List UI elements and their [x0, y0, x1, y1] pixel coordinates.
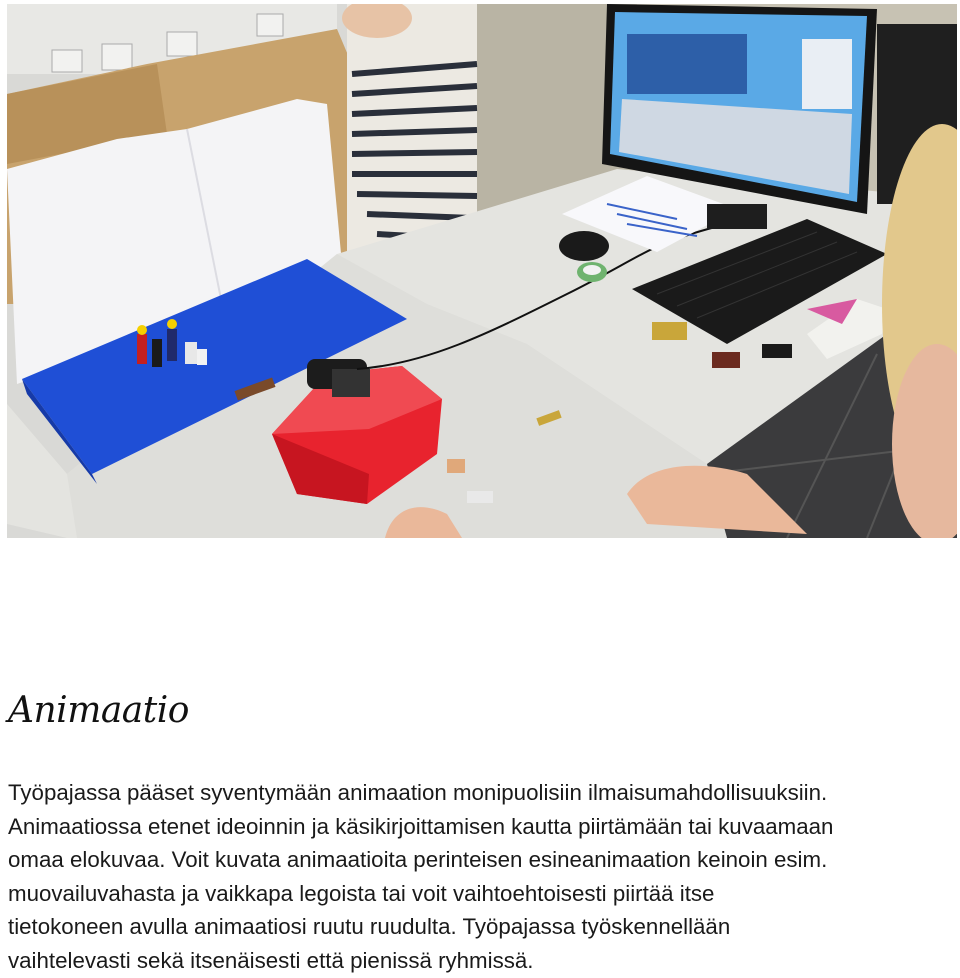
paragraph-line: tietokoneen avulla animaatiosi ruutu ruudulta. Työpajassa työskennellään [8, 914, 731, 940]
paragraph-line: Animaatiossa etenet ideoinnin ja käsikirjoittamisen kautta piirtämään tai kuvaamaan [8, 813, 834, 839]
paragraph-line: vaihtelevasti sekä itsenäisesti että pienissä ryhmissä. [8, 947, 534, 973]
paragraph-line: omaa elokuvaa. Voit kuvata animaatioita perinteisen esineanimaation keinoin esim. [8, 847, 828, 873]
paragraph-line: Työpajassa pääset syventymään animaation monipuolisiin ilmaisumahdollisuuksiin. [8, 780, 828, 805]
workshop-photo [7, 4, 957, 538]
description-paragraph [8, 776, 956, 978]
page-title: Animaatio [8, 690, 189, 731]
paragraph-line: muovailuvahasta ja vaikkapa legoista tai voit vaihtoehtoisesti piirtää itse [8, 880, 715, 906]
